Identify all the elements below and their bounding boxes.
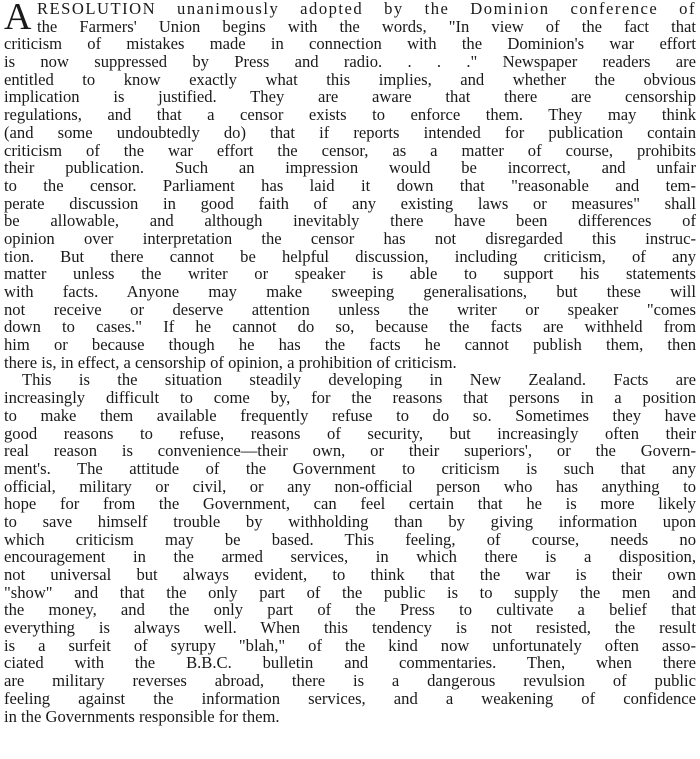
text-line: him or because though he has the facts he cannot publish them, then [4, 335, 696, 355]
text-line: ment's. The attitude of the Government to criticism is such that any [4, 458, 696, 478]
text-line: with facts. Anyone may make sweeping generalisations, but these will [4, 282, 696, 301]
text-line: (and some undoubtedly do) that if reports intended for publication contain [4, 122, 696, 142]
text-line: to make them available frequently refuse to do so. Sometimes they have [4, 405, 696, 425]
text-line: "show" and that the only part of the public is to supply the men and [4, 582, 696, 602]
text-line: is a surfeit of syrupy "blah," of the kind now unfortunately often asso- [4, 635, 696, 655]
text-line: real reason is convenience—their own, or their superiors', or the Govern- [4, 441, 696, 461]
text-line: to save himself trouble by withholding than by giving information upon [4, 511, 696, 531]
text-line: good reasons to refuse, reasons of security, but increasingly often their [4, 423, 696, 443]
text-line: down to cases." If he cannot do so, because the facts are withheld from [4, 317, 696, 337]
text-line: which criticism may be based. This feeling, of course, needs no [4, 529, 696, 549]
text-line: there is, in effect, a censorship of opinion, a prohibition of criticism. [4, 352, 457, 372]
text-line: be allowable, and although inevitably there have been differences of [4, 211, 696, 231]
text-line: everything is always well. When this tendency is not resisted, the result [4, 618, 696, 638]
text-line: encouragement in the armed services, in which there is a disposition, [4, 547, 696, 567]
article-body [4, 0, 696, 725]
text-line: This is the situation steadily developing in New Zealand. Facts are [22, 370, 696, 390]
text-line: implication is justified. They are aware that there are censorship [4, 87, 696, 107]
text-line: criticism of the war effort the censor, as a matter of course, prohibits [4, 140, 696, 160]
text-line: their publication. Such an impression would be incorrect, and unfair [4, 158, 696, 178]
text-line: matter unless the writer or speaker is able to support his statements [4, 264, 696, 284]
text-line: ciated with the B.B.C. bulletin and commentaries. Then, when there [4, 653, 696, 673]
text-line: official, military or civil, or any non-official person who has anything to [4, 476, 696, 496]
paragraph-1 [4, 0, 696, 371]
text-line: criticism of mistakes made in connection with the Dominion's war effort [4, 34, 696, 54]
text-line: regulations, and that a censor exists to enforce them. They may think [4, 105, 696, 125]
text-line: the money, and the only part of the Press to cultivate a belief that [4, 600, 696, 620]
text-line: hope for from the Government, can feel certain that he is more likely [4, 494, 696, 514]
text-line: is now suppressed by Press and radio. . . ." Newspaper readers are [4, 52, 696, 72]
text-line: not receive or deserve attention unless the writer or speaker "comes [4, 299, 696, 319]
text-line-content: RESOLUTION unanimously adopted by the Dominion conference of [36, 0, 696, 18]
text-line: tion. But there cannot be helpful discussion, including criticism, of any [4, 246, 696, 266]
text-line: not universal but always evident, to think that the war is their own [4, 565, 696, 584]
text-line: entitled to know exactly what this implies, and whether the obvious [4, 69, 696, 89]
drop-cap: A [4, 0, 33, 38]
text-line: in the Governments responsible for them. [4, 706, 280, 726]
paragraph-2 [4, 371, 696, 725]
text-line: opinion over interpretation the censor has not disregarded this instruc- [4, 228, 696, 248]
text-line: perate discussion in good faith of any existing laws or measures" shall [4, 193, 696, 213]
text-line: are military reverses abroad, there is a dangerous revulsion of public [4, 671, 696, 691]
text-line: to the censor. Parliament has laid it down that "reasonable and tem- [4, 175, 696, 195]
text-line: feeling against the information services, and a weakening of confidence [4, 688, 696, 708]
text-line: the Farmers' Union begins with the words, "In view of the fact that [36, 16, 696, 36]
text-line: increasingly difficult to come by, for the reasons that persons in a position [4, 388, 696, 408]
